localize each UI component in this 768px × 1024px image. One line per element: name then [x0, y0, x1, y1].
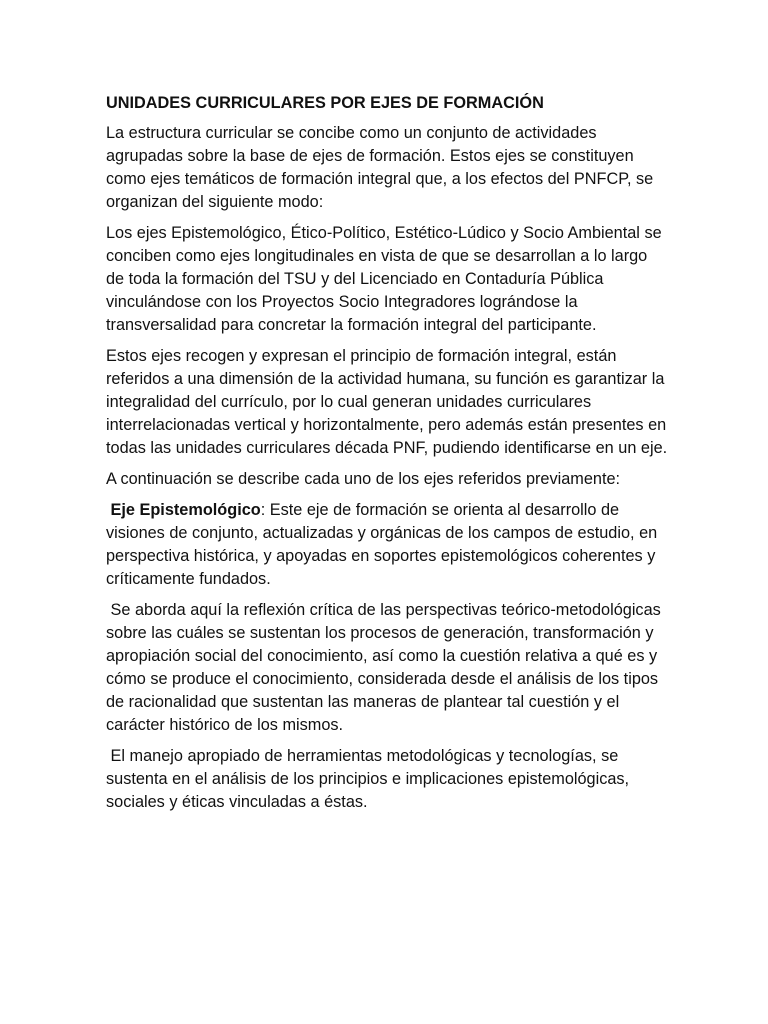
term-eje-epistemologico: Eje Epistemológico: [110, 501, 261, 519]
paragraph-critical-reflection: [106, 599, 668, 737]
epistemological-axis-description: : Este eje de formación se orienta al desarrollo de visiones de conjunto, actualizadas y orgánicas de los campos de estudio, en perspectiva histórica, y apoyadas en soportes epistemológicos coherentes y críticamente fundados.: [106, 501, 658, 588]
paragraph-axes-description-intro: A continuación se describe cada uno de los ejes referidos previamente:: [106, 470, 621, 488]
paragraph-methodological-tools: [106, 745, 668, 814]
paragraph-epistemological-axis: [106, 499, 668, 591]
methodological-tools-text: El manejo apropiado de herramientas metodológicas y tecnologías, se sustenta en el análisis de los principios e implicaciones epistemológicas, sociales y éticas vinculadas a éstas.: [106, 747, 630, 811]
paragraph-longitudinal-axes: Los ejes Epistemológico, Ético-Político, Estético-Lúdico y Socio Ambiental se conciben como ejes longitudinales en vista de que se desarrollan a lo largo de toda la formación del TSU y del Licenciado en Contaduría Pública vinculándose con los Proyectos Socio Integradores lográndose la transversalidad para concretar la formación integral del participante.: [106, 224, 662, 334]
paragraph-intro: La estructura curricular se concibe como un conjunto de actividades agrupadas sobre la base de ejes de formación. Estos ejes se constituyen como ejes temáticos de formación integral que, a los efectos del PNFCP, se organizan del siguiente modo:: [106, 124, 654, 211]
critical-reflection-text: Se aborda aquí la reflexión crítica de las perspectivas teórico-metodológicas sobre las cuáles se sustentan los procesos de generación, transformación y apropiación social del conocimiento, así como la cuestión relativa a qué es y cómo se produce el conocimiento, considerada desde el análisis de los tipos de racionalidad que sustentan las maneras de plantear tal cuestión y el carácter histórico de los mismos.: [106, 601, 661, 734]
paragraph-integral-principle: Estos ejes recogen y expresan el principio de formación integral, están referidos a una dimensión de la actividad humana, su función es garantizar la integralidad del currículo, por lo cual generan unidades curriculares interrelacionadas vertical y horizontalmente, pero además están presentes en todas las unidades curriculares década PNF, pudiendo identificarse en un eje.: [106, 347, 668, 457]
document-title: UNIDADES CURRICULARES POR EJES DE FORMACIÓN: [106, 94, 544, 112]
document-page: [106, 92, 668, 822]
